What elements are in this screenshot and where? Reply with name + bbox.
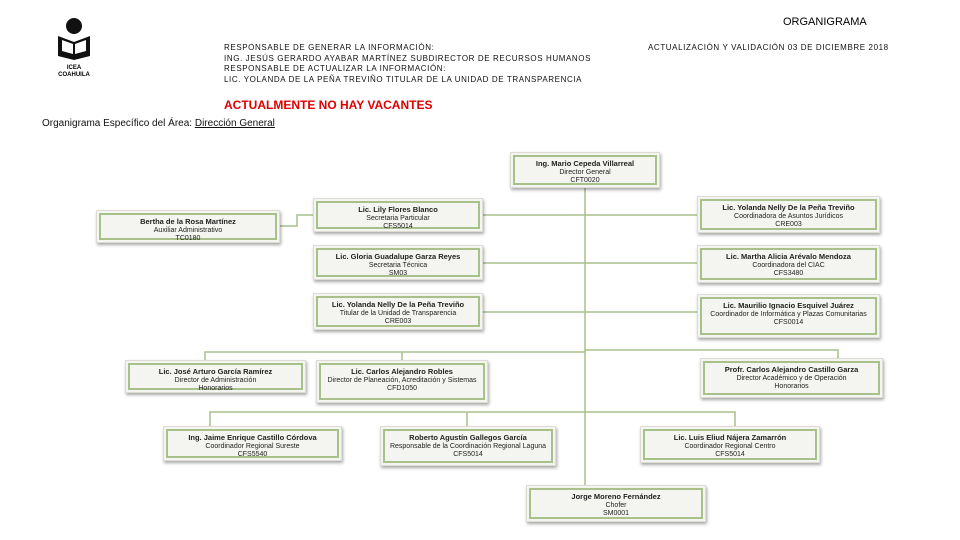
org-node-inner: [700, 248, 877, 280]
node-name: Jorge Moreno Fernández: [571, 492, 661, 501]
node-name: Profr. Carlos Alejandro Castillo Garza: [724, 365, 859, 374]
text-line: ING. JESÚS GERARDO AYABAR MARTÍNEZ SUBDIRECTOR DE RECURSOS HUMANOS: [224, 53, 592, 63]
node-role: Coordinador de Informática y Plazas Comunitarias: [710, 310, 867, 318]
org-node: [313, 245, 483, 280]
node-code: SM03: [388, 270, 408, 277]
text-line: LIC. YOLANDA DE LA PEÑA TREVIÑO TITULAR DE LA UNIDAD DE TRANSPARENCIA: [224, 74, 583, 84]
node-name: Lic. Lily Flores Blanco: [358, 205, 438, 214]
node-role: Chofer: [605, 501, 627, 509]
node-role: Coordinador Regional Sureste: [205, 442, 300, 450]
node-role: Coordinador Regional Centro: [684, 442, 776, 450]
org-node-inner: [316, 296, 480, 327]
logo-text: ICEA: [66, 65, 82, 71]
node-name: Lic. Luis Eliud Nájera Zamarrón: [673, 433, 787, 442]
page-title: ORGANIGRAMA: [783, 16, 867, 28]
area-value: Dirección General: [194, 118, 275, 129]
org-node: [163, 426, 342, 461]
org-node-inner: [99, 213, 277, 240]
node-code: Honorarios: [774, 383, 809, 390]
org-node-inner: [703, 361, 880, 395]
node-name: Lic. Carlos Alejandro Robles: [351, 367, 453, 376]
node-role: Coordinadora del CIAC: [752, 261, 825, 269]
node-name: Roberto Agustín Gallegos García: [409, 433, 527, 442]
node-role: Secretaria Particular: [366, 214, 430, 222]
node-role: Titular de la Unidad de Transparencia: [339, 309, 457, 317]
org-node: [700, 358, 883, 398]
org-node: [313, 293, 483, 330]
node-code: CFS5014: [383, 223, 413, 230]
org-node: [125, 360, 306, 393]
node-role: Director Académico y de Operación: [736, 374, 847, 382]
node-name: Bertha de la Rosa Martínez: [140, 217, 236, 226]
org-node-inner: [316, 248, 480, 277]
node-role: Director General: [559, 168, 611, 176]
org-node-inner: [316, 201, 480, 229]
org-node-inner: [643, 429, 817, 460]
org-node: [697, 294, 880, 338]
logo-text: COAHUILA: [58, 72, 90, 78]
node-code: SM0001: [602, 510, 630, 517]
node-name: Lic. Maurilio Ignacio Esquivel Juárez: [723, 301, 854, 310]
node-name: Lic. Yolanda Nelly De la Peña Treviño: [331, 300, 465, 309]
node-code: CRE003: [384, 318, 412, 325]
node-code: CFS5014: [453, 451, 483, 458]
vacancies-notice: ACTUALMENTE NO HAY VACANTES: [224, 98, 433, 112]
org-node: [526, 485, 706, 522]
org-node-inner: [700, 199, 877, 230]
node-name: Ing. Jaime Enrique Castillo Córdova: [188, 433, 317, 442]
update-date: ACTUALIZACIÓN Y VALIDACIÓN 03 DE DICIEMBRE 2018: [648, 43, 889, 52]
org-node: [640, 426, 820, 463]
node-code: CFS0014: [773, 319, 804, 326]
node-name: Lic. Martha Alicia Arévalo Mendoza: [726, 252, 851, 261]
area-label-text: Organigrama Específico del Área:: [42, 118, 193, 129]
node-role: Coordinadora de Asuntos Jurídicos: [734, 212, 843, 220]
node-role: Secretaria Técnica: [368, 261, 428, 269]
text-line: RESPONSABLE DE GENERAR LA INFORMACIÓN:: [224, 43, 435, 52]
org-node: [697, 245, 880, 283]
org-node: [697, 196, 880, 233]
org-node-inner: [319, 363, 485, 400]
node-role: Director de Planeación, Acreditación y Sistemas: [327, 376, 477, 384]
node-code: CFS3480: [773, 270, 804, 277]
node-name: Lic. Gloria Guadalupe Garza Reyes: [335, 252, 461, 261]
org-node-inner: [700, 297, 877, 335]
node-code: CFT0020: [570, 177, 600, 184]
node-name: Lic. Yolanda Nelly De la Peña Treviño: [722, 203, 855, 212]
org-node-inner: [513, 155, 657, 185]
org-node-inner: [128, 363, 303, 390]
org-node: [380, 426, 556, 466]
node-role: Auxiliar Administrativo: [153, 226, 223, 234]
org-node: [96, 210, 280, 243]
node-code: CFD1050: [387, 385, 417, 392]
node-code: Honorarios: [198, 385, 233, 392]
node-name: Ing. Mario Cepeda Villarreal: [535, 159, 635, 168]
node-role: Director de Administración: [174, 376, 257, 384]
node-role: Responsable de la Coordinación Regional Laguna: [389, 442, 547, 450]
node-code: CFS5540: [237, 451, 268, 458]
node-code: CRE003: [775, 221, 802, 228]
org-node: [313, 198, 483, 232]
org-node-inner: [166, 429, 339, 458]
org-node-inner: [529, 488, 703, 519]
text-line: RESPONSABLE DE ACTUALIZAR LA INFORMACIÓN:: [224, 64, 446, 73]
org-node-inner: [383, 429, 553, 463]
node-name: Lic. José Arturo García Ramírez: [158, 367, 273, 376]
node-code: CFS5014: [715, 451, 745, 458]
node-code: TC0180: [175, 235, 201, 242]
org-node: [316, 360, 488, 403]
org-node: [510, 152, 660, 188]
